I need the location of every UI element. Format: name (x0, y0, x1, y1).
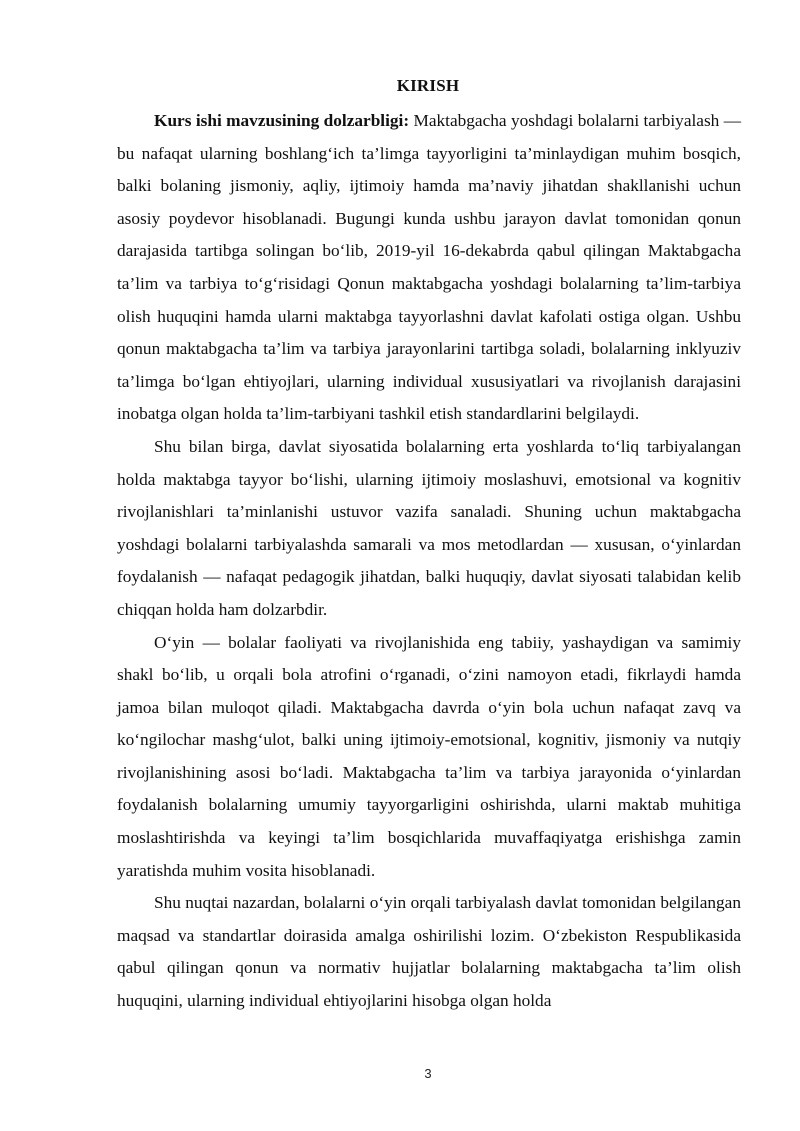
paragraph-standards (117, 887, 741, 1017)
paragraph-lead: Kurs ishi mavzusining dolzarbligi: (154, 111, 410, 130)
section-heading: KIRISH (396, 76, 460, 95)
paragraph-text: Shu nuqtai nazardan, bolalarni o‘yin orqali tarbiyalash davlat tomonidan belgilangan maqsad va standartlar doirasida amalga oshirilishi lozim. O‘zbekiston Respublikasida qabul qilingan qonun va normativ hujjatlar bolalarning maktabgacha ta’lim olish huquqini, ularning individual ehtiyojlarini hisobga olgan holda (117, 893, 741, 1011)
page-number: 3 (424, 1066, 432, 1081)
paragraph-text: Maktabgacha yoshdagi bolalarni tarbiyalash — bu nafaqat ularning boshlang‘ich ta’limga tayyorligini ta’minlaydigan muhim bosqich, balki bolaning jismoniy, aqliy, ijtimoiy hamda ma’naviy jihatdan shakllanishi uchun asosiy poydevor hisoblanadi. Bugungi kunda ushbu jarayon davlat tomonidan qonun darajasida tartibga solingan bo‘lib, 2019-yil 16-dekabrda qabul qilingan Maktabgacha ta’lim va tarbiya to‘g‘risidagi Qonun maktabgacha yoshdagi bolalarning ta’lim-tarbiya olish huquqini hamda ularni maktabga tayyorlashni davlat kafolati ostiga olgan. Ushbu qonun maktabgacha ta’lim va tarbiya jarayonlarini tartibga soladi, bolalarning inklyuziv ta’limga bo‘lgan ehtiyojlari, ularning individual xususiyatlari va rivojlanish darajasini inobatga olgan holda ta’lim-tarbiyani tashkil etish standardlarini belgilaydi. (117, 111, 741, 424)
paragraph-text: Shu bilan birga, davlat siyosatida bolalarning erta yoshlarda to‘liq tarbiyalangan holda maktabga tayyor bo‘lishi, ularning ijtimoiy moslashuvi, emotsional va kognitiv rivojlanishlari ta’minlanishi ustuvor vazifa sanaladi. Shuning uchun maktabgacha yoshdagi bolalarni tarbiyalashda samarali va mos metodlardan — xususan, o‘yinlardan foydalanish — nafaqat pedagogik jihatdan, balki huquqiy, davlat siyosati talabidan kelib chiqqan holda ham dolzarbdir. (117, 436, 741, 619)
paragraph-state-policy (117, 431, 741, 627)
paragraph-play (117, 627, 741, 888)
paragraph-relevance (117, 105, 741, 431)
paragraph-text: O‘yin — bolalar faoliyati va rivojlanishida eng tabiiy, yashaydigan va samimiy shakl bo‘lib, u orqali bola atrofini o‘rganadi, o‘zini namoyon etadi, fikrlaydi hamda jamoa bilan muloqot qiladi. Maktabgacha davrda o‘yin bola uchun nafaqat zavq va ko‘ngilochar mashg‘ulot, balki uning ijtimoiy-emotsional, kognitiv, jismoniy va nutqiy rivojlanishining asosi bo‘ladi. Maktabgacha ta’lim va tarbiya jarayonida o‘yinlardan foydalanish bolalarning umumiy tayyorgarligini oshirishda, ularni maktab muhitiga moslashtirishda va keyingi ta’lim bosqichlarida muvaffaqiyatga erishishga zamin yaratishda muhim vosita hisoblanadi. (117, 632, 741, 880)
body-text (117, 105, 741, 1018)
